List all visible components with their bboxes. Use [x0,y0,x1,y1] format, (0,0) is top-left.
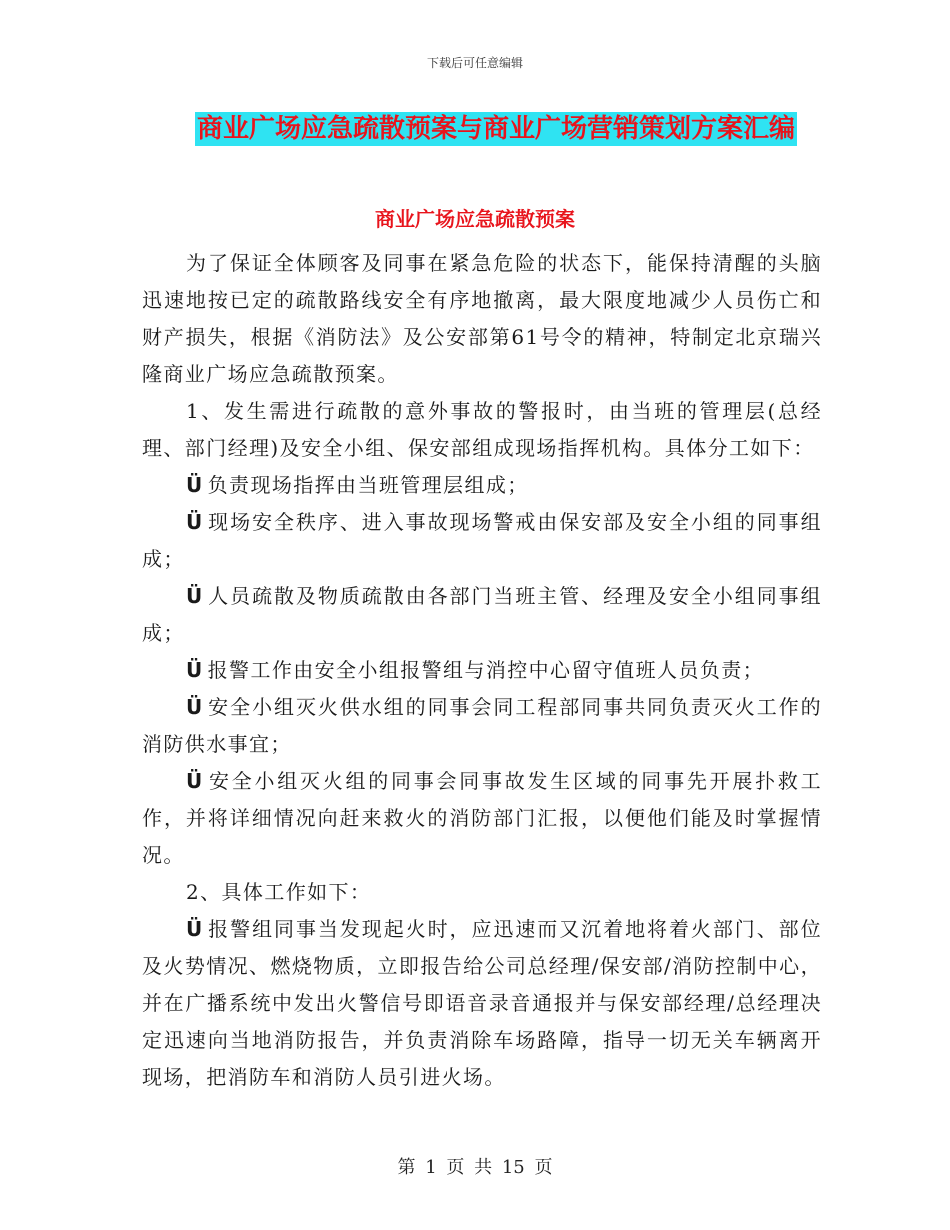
bullet-item [142,467,822,504]
bullet-item [142,689,822,763]
bullet-item [142,652,822,689]
paragraph-item-1: 1、发生需进行疏散的意外事故的警报时，由当班的管理层(总经理、部门经理)及安全小组、保安部组成现场指挥机构。具体分工如下： [142,399,822,460]
header-note: 下载后可任意编辑 [426,56,523,70]
bullet-text: 报警组同事当发现起火时，应迅速而又沉着地将着火部门、部位及火势情况、燃烧物质，立即报告给公司总经理/保安部/消防控制中心，并在广播系统中发出火警信号即语音录音通报并与保安部经理/总经理决定迅速向当地消防报告，并负责消除车场路障，指导一切无关车辆离开现场，把消防车和消防人员引进火场。 [142,917,822,1089]
bullet-text: 负责现场指挥由当班管理层组成； [207,473,529,497]
bullet-item [142,578,822,652]
bullet-item [142,911,822,1096]
bullet-icon: Ü [186,695,204,719]
bullet-icon: Ü [186,473,204,497]
bullet-icon: Ü [186,917,204,941]
bullet-text: 安全小组灭火组的同事会同事故发生区域的同事先开展扑救工作，并将详细情况向赶来救火的消防部门汇报，以便他们能及时掌握情况。 [142,769,822,867]
bullet-item [142,504,822,578]
bullet-icon: Ü [186,510,204,534]
section-title: 商业广场应急疏散预案 [375,207,575,231]
bullet-text: 报警工作由安全小组报警组与消控中心留守值班人员负责； [207,658,765,682]
bullet-text: 安全小组灭火供水组的同事会同工程部同事共同负责灭火工作的消防供水事宜； [142,695,822,756]
bullet-item [142,763,822,874]
bullet-icon: Ü [186,769,204,793]
bullet-icon: Ü [186,584,204,608]
document-title: 商业广场应急疏散预案与商业广场营销策划方案汇编 [197,114,796,144]
bullet-icon: Ü [186,658,204,682]
document-body [142,245,822,1096]
bullet-text: 现场安全秩序、进入事故现场警戒由保安部及安全小组的同事组成； [142,510,822,571]
page-number: 第 1 页 共 15 页 [397,1157,553,1178]
paragraph-intro: 为了保证全体顾客及同事在紧急危险的状态下，能保持清醒的头脑迅速地按已定的疏散路线安全有序地撤离，最大限度地减少人员伤亡和财产损失，根据《消防法》及公安部第61号令的精神，特制定北京瑞兴隆商业广场应急疏散预案。 [142,251,822,386]
paragraph-item-2: 2、具体工作如下： [186,880,372,904]
bullet-text: 人员疏散及物质疏散由各部门当班主管、经理及安全小组同事组成； [142,584,822,645]
